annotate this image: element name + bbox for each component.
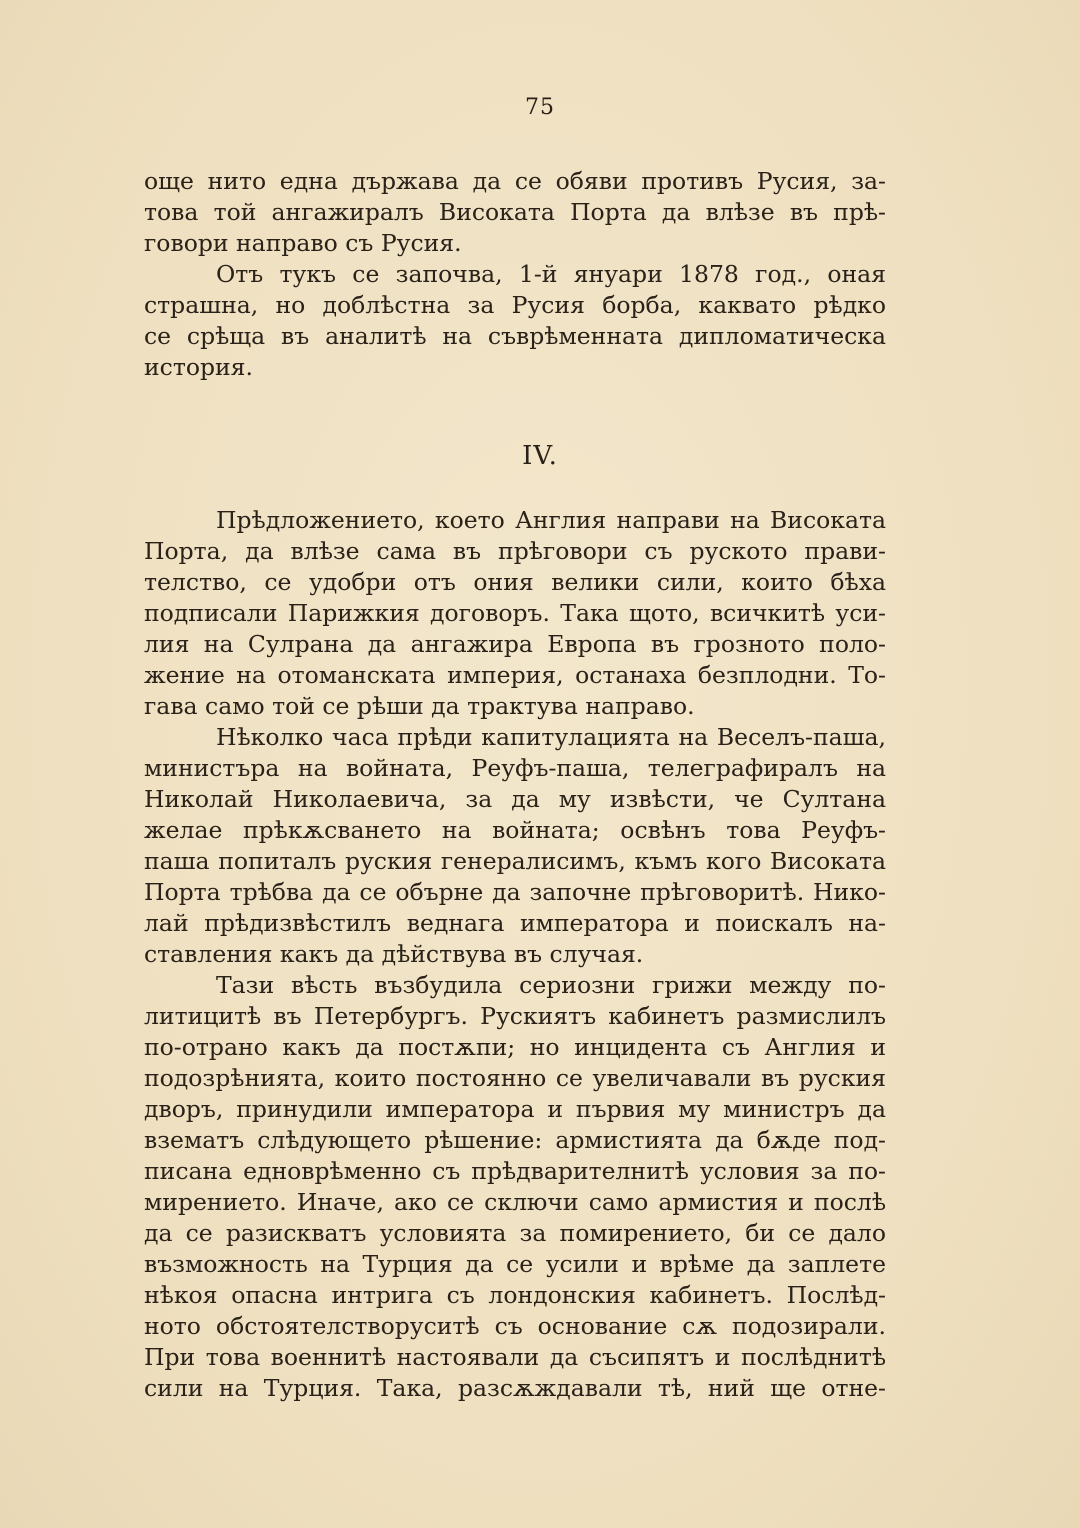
text-line: това той ангажиралъ Високата Порта да влѣзе въ прѣ-	[144, 198, 886, 226]
text-line: ставления какъ да дѣйствува въ случая.	[144, 940, 644, 968]
text-line: история.	[144, 353, 253, 381]
text-line: министъра на войната, Реуфъ-паша, телеграфиралъ на	[144, 754, 886, 782]
text-line: взематъ слѣдующето рѣшение: армистията да бѫде под-	[144, 1126, 886, 1154]
text-line: страшна, но доблѣстна за Русия борба, каквато рѣдко	[144, 291, 886, 319]
text-block-top	[144, 166, 886, 383]
text-line: литицитѣ въ Петербургъ. Рускиятъ кабинетъ размислилъ	[144, 1002, 886, 1030]
text-line: жение на отоманската империя, останаха безплодни. То-	[144, 661, 886, 689]
text-line: Тази вѣсть възбудила сериозни грижи между по-	[216, 971, 886, 999]
text-line: говори направо съ Русия.	[144, 229, 462, 257]
text-line: подписали Парижкия договоръ. Така щото, всичкитѣ уси-	[144, 599, 886, 627]
page-number: 75	[525, 95, 555, 120]
text-block-main	[144, 505, 886, 1404]
text-line: желае прѣкѫсването на войната; освѣнъ това Реуфъ-	[144, 816, 886, 844]
text-line: се срѣща въ аналитѣ на съврѣменната дипломатическа	[144, 322, 886, 350]
section-heading: IV.	[522, 441, 558, 471]
text-line: възможность на Турция да се усили и врѣме да заплете	[144, 1250, 886, 1278]
text-line: още нито една държава да се обяви противъ Русия, за-	[144, 167, 886, 195]
text-line: нѣкоя опасна интрига съ лондонския кабинетъ. Послѣд-	[144, 1281, 886, 1309]
text-line: Порта трѣбва да се обърне да започне прѣговоритѣ. Нико-	[144, 878, 886, 906]
text-line: дворъ, принудили императора и първия му министръ да	[144, 1095, 886, 1123]
text-line: по-отрано какъ да постѫпи; но инцидента съ Англия и	[144, 1033, 886, 1061]
text-line: Отъ тукъ се започва, 1-й януари 1878 год., оная	[216, 260, 886, 288]
text-line: да се разискватъ условията за помирението, би се дало	[144, 1219, 886, 1247]
text-line: писана едноврѣменно съ прѣдварителнитѣ условия за по-	[144, 1157, 886, 1185]
text-line: мирението. Иначе, ако се сключи само армистия и послѣ	[144, 1188, 886, 1216]
text-line: телство, се удобри отъ ония велики сили, които бѣха	[144, 568, 886, 596]
text-line: Николай Николаевича, за да му извѣсти, че Султана	[144, 785, 886, 813]
text-line: лия на Сулрана да ангажира Европа въ грозното поло-	[144, 630, 886, 658]
text-line: Нѣколко часа прѣди капитулацията на Веселъ-паша,	[216, 723, 886, 751]
text-line: гава само той се рѣши да трактува направо.	[144, 692, 695, 720]
text-line: паша попиталъ руския генералисимъ, къмъ кого Високата	[144, 847, 886, 875]
text-line: подозрѣнията, които постоянно се увеличавали въ руския	[144, 1064, 886, 1092]
text-line: При това военнитѣ настоявали да съсипятъ и послѣднитѣ	[144, 1343, 886, 1371]
text-line: Порта, да влѣзе сама въ прѣговори съ руското прави-	[144, 537, 886, 565]
text-line: ното обстоятелстворуситѣ съ основание сѫ подозирали.	[144, 1312, 886, 1340]
text-line: сили на Турция. Така, разсѫждавали тѣ, ний ще отне-	[144, 1374, 886, 1402]
text-line: Прѣдложението, което Англия направи на Високата	[216, 506, 886, 534]
text-line: лай прѣдизвѣстилъ веднага императора и поискалъ на-	[144, 909, 886, 937]
